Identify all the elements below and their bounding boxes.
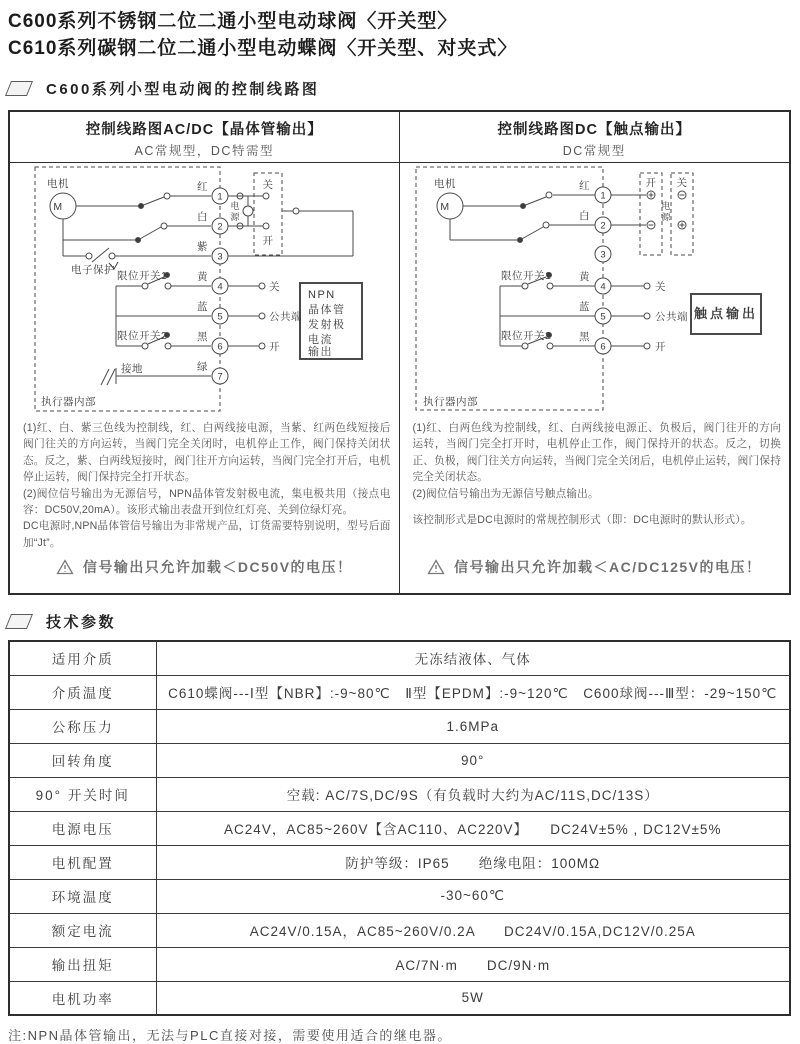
param-value: -30~60℃ bbox=[156, 879, 790, 913]
parallelogram-icon bbox=[5, 81, 33, 96]
motor-m: M bbox=[53, 201, 63, 213]
svg-text:输出: 输出 bbox=[307, 346, 333, 358]
table-row bbox=[9, 845, 790, 879]
terminal-3: 3 bbox=[217, 251, 223, 263]
switch-arm-1 bbox=[141, 196, 211, 206]
wire-white: 白 bbox=[196, 211, 208, 223]
terminal-6: 6 bbox=[600, 341, 606, 353]
param-label: 90° 开关时间 bbox=[9, 777, 156, 811]
terminal-1: 1 bbox=[217, 191, 223, 203]
wire-purple: 紫 bbox=[196, 241, 208, 253]
signal-out-wires bbox=[611, 286, 644, 346]
wire-black: 黑 bbox=[578, 331, 590, 343]
param-value: AC24V，AC85~260V【含AC110、AC220V】 DC24V±5% , DC12V±5% bbox=[156, 811, 790, 845]
warning-triangle-icon bbox=[56, 559, 74, 575]
power-label-char1: 电 bbox=[661, 201, 671, 211]
wire-yellow: 黄 bbox=[196, 271, 208, 283]
external-loop-wire bbox=[228, 211, 353, 256]
param-label: 介质温度 bbox=[9, 675, 156, 709]
warning-text: 信号输出只允许加载＜DC50V的电压！ bbox=[82, 559, 353, 575]
table-row bbox=[9, 743, 790, 777]
right-diagram-header bbox=[400, 112, 790, 163]
switch-arm-2 bbox=[138, 226, 211, 240]
wire-green: 绿 bbox=[196, 361, 208, 373]
power-close-label: 关 bbox=[676, 177, 688, 189]
right-warning bbox=[400, 541, 790, 593]
param-label: 公称压力 bbox=[9, 709, 156, 743]
signal-out-wires bbox=[228, 286, 259, 346]
actuator-inside-label: 执行器内部 bbox=[422, 396, 478, 408]
contact-output-label: 触点输出 bbox=[693, 306, 758, 321]
terminal-4: 4 bbox=[217, 281, 223, 293]
power-label-char1: 电 bbox=[230, 201, 240, 211]
param-value: C610蝶阀---Ⅰ型【NBR】:-9~80℃ Ⅱ型【EPDM】:-9~120℃ C600球阀---Ⅲ型：-29~150℃ bbox=[156, 675, 790, 709]
param-value: 无冻结液体、气体 bbox=[156, 641, 790, 675]
left-circuit-svg bbox=[13, 163, 396, 415]
npn-output-box-text bbox=[308, 289, 346, 358]
limit-switch-1-label: 限位开关1 bbox=[116, 270, 168, 282]
param-label: 电机功率 bbox=[9, 981, 156, 1015]
note-paragraph: (2)阀位信号输出为无源信号，NPN晶体管发射极电流，集电极共用（接点电容：DC50V,20mA）。该形式输出表盘开到位红灯亮、关到位绿灯亮。 bbox=[23, 487, 391, 517]
common-signal-label: 公共端 bbox=[654, 311, 688, 323]
ground-label: 接地 bbox=[120, 363, 143, 375]
wire-white: 白 bbox=[578, 210, 590, 222]
footer-note: 注:NPN晶体管输出，无法与PLC直接对接，需要使用适合的继电器。 bbox=[8, 1028, 452, 1043]
section-header-circuit bbox=[8, 78, 791, 99]
wire-black: 黑 bbox=[196, 331, 208, 343]
actuator-inside-label: 执行器内部 bbox=[40, 396, 96, 408]
power-label-char2: 源 bbox=[230, 212, 240, 222]
limit-switch-2-label: 限位开关2 bbox=[500, 330, 552, 342]
motor-wires bbox=[63, 206, 141, 256]
note-paragraph: (1)红、白、紫三色线为控制线，红、白两线接电源，当紫、红两色线短接后阀门往关的方向运转，当阀门完全关闭时，电机停止工作，阀门保持关闭状态。反之，紫、白两线短接时，阀门往开方向运转，当阀门完全打开后，电机停止运转，阀门保持完全打开状态。 bbox=[23, 422, 391, 484]
page-title-2: C610系列碳钢二位二通小型电动蝶阀〈开关型、对夹式〉 bbox=[8, 38, 518, 59]
eprotect-label: 电子保护 bbox=[70, 264, 115, 276]
param-label: 输出扭矩 bbox=[9, 947, 156, 981]
right-circuit-diagram bbox=[400, 163, 790, 415]
svg-text:发射极: 发射极 bbox=[307, 319, 346, 331]
left-diagram-header bbox=[10, 112, 400, 163]
terminal-1: 1 bbox=[600, 190, 606, 202]
close-signal-label: 关 bbox=[654, 281, 666, 293]
power-wires bbox=[611, 195, 646, 225]
section-header-params bbox=[8, 611, 791, 632]
motor-m: M bbox=[440, 201, 450, 213]
motor-label: 电机 bbox=[46, 178, 69, 190]
switch-arm-2 bbox=[520, 225, 595, 240]
section-title-params: 技术参数 bbox=[46, 614, 117, 631]
note-paragraph: 该控制形式是DC电源时的常规控制形式（即：DC电源时的默认形式）。 bbox=[412, 514, 752, 527]
power-close-label: 关 bbox=[262, 179, 274, 191]
limit-switch-1-label: 限位开关1 bbox=[500, 270, 552, 282]
right-header-title: 控制线路图DC【触点输出】 bbox=[497, 122, 691, 138]
close-signal-label: 关 bbox=[268, 281, 280, 293]
param-label: 环境温度 bbox=[9, 879, 156, 913]
left-header-title: 控制线路图AC/DC【晶体管输出】 bbox=[85, 122, 323, 138]
open-signal-label: 开 bbox=[268, 341, 280, 353]
left-header-subtitle: AC常规型，DC特需型 bbox=[134, 144, 274, 158]
table-row bbox=[9, 811, 790, 845]
note-paragraph: DC电源时,NPN晶体管信号输出为非常规产品，订货需要特别说明，型号后面加“Jt”。 bbox=[23, 520, 391, 549]
param-label: 适用介质 bbox=[9, 641, 156, 675]
svg-text:NPN: NPN bbox=[307, 289, 336, 301]
table-row bbox=[9, 709, 790, 743]
left-diagram-notes bbox=[10, 415, 400, 549]
table-row bbox=[9, 947, 790, 981]
motor-label: 电机 bbox=[433, 178, 456, 190]
param-label: 额定电流 bbox=[9, 913, 156, 947]
wire-yellow: 黄 bbox=[578, 271, 590, 283]
wire-blue: 蓝 bbox=[196, 301, 208, 313]
right-header-subtitle: DC常规型 bbox=[562, 144, 626, 158]
table-row bbox=[9, 981, 790, 1015]
param-label: 电源电压 bbox=[9, 811, 156, 845]
left-warning bbox=[10, 541, 400, 593]
power-open-label: 开 bbox=[645, 177, 657, 189]
page-title-1: C600系列不锈钢二位二通小型电动球阀〈开关型〉 bbox=[8, 11, 458, 32]
right-diagram-notes bbox=[400, 415, 790, 541]
terminal-3: 3 bbox=[600, 249, 606, 261]
param-value: 1.6MPa bbox=[156, 709, 790, 743]
terminal-2: 2 bbox=[600, 220, 606, 232]
left-circuit-diagram bbox=[10, 163, 400, 415]
table-row bbox=[9, 913, 790, 947]
param-value: 5W bbox=[156, 981, 790, 1015]
terminal-5: 5 bbox=[600, 311, 606, 323]
svg-text:晶体管: 晶体管 bbox=[307, 304, 346, 316]
warning-text: 信号输出只允许加载＜AC/DC125V的电压！ bbox=[453, 559, 762, 575]
section-title-circuit: C600系列小型电动阀的控制线路图 bbox=[46, 81, 320, 98]
common-signal-label: 公共端 bbox=[268, 311, 302, 323]
terminal-7: 7 bbox=[217, 371, 223, 383]
param-value: 空载: AC/7S,DC/9S（有负载时大约为AC/11S,DC/13S） bbox=[156, 777, 790, 811]
table-row bbox=[9, 777, 790, 811]
wire-red: 红 bbox=[196, 181, 208, 193]
note-paragraph: (2)阀位信号输出为无源信号触点输出。 bbox=[412, 487, 599, 500]
param-value: 90° bbox=[156, 743, 790, 777]
switch-arm-1 bbox=[523, 195, 595, 206]
svg-text:电流: 电流 bbox=[307, 334, 333, 346]
wire-red: 红 bbox=[578, 180, 590, 192]
limit-switch-2-label: 限位开关2 bbox=[116, 330, 168, 342]
note-paragraph: (1)红、白两色线为控制线，红、白两线接电源正、负极后，阀门往开的方向运转，当阀门完全打开时，电机停止工作，阀门保持开的状态。反之，切换正、负极，阀门往关方向运转，当阀门完全关闭后，电机停止运转，阀门保持完全关闭状态。 bbox=[412, 422, 781, 484]
param-label: 电机配置 bbox=[9, 845, 156, 879]
terminal-2: 2 bbox=[217, 221, 223, 233]
param-value: AC24V/0.15A，AC85~260V/0.2A DC24V/0.15A,DC12V/0.25A bbox=[156, 913, 790, 947]
motor-wires bbox=[450, 206, 523, 240]
open-signal-label: 开 bbox=[654, 341, 666, 353]
parallelogram-icon bbox=[5, 614, 33, 629]
table-row bbox=[9, 879, 790, 913]
terminal-5: 5 bbox=[217, 311, 223, 323]
power-open-label: 开 bbox=[262, 235, 274, 247]
param-value: AC/7N·m DC/9N·m bbox=[156, 947, 790, 981]
terminal-4: 4 bbox=[600, 281, 606, 293]
power-label-char2: 源 bbox=[661, 212, 671, 222]
power-source-circle bbox=[243, 206, 253, 216]
terminal-6: 6 bbox=[217, 341, 223, 353]
table-row bbox=[9, 675, 790, 709]
table-row bbox=[9, 641, 790, 675]
circuit-diagrams-panel bbox=[8, 110, 791, 595]
technical-parameters-table bbox=[8, 640, 791, 1016]
warning-triangle-icon bbox=[427, 559, 445, 575]
wire-blue: 蓝 bbox=[578, 301, 590, 313]
right-circuit-svg bbox=[403, 163, 786, 415]
param-label: 回转角度 bbox=[9, 743, 156, 777]
param-value: 防护等级：IP65 绝缘电阻：100MΩ bbox=[156, 845, 790, 879]
